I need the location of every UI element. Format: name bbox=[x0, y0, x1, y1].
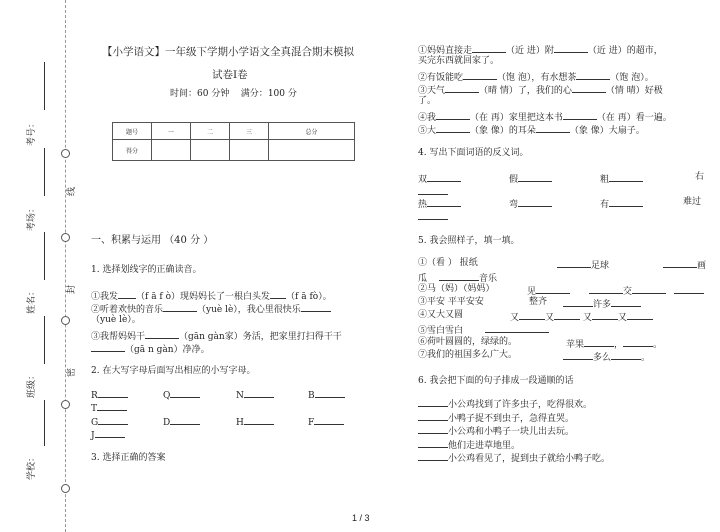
score-table-input[interactable] bbox=[269, 140, 355, 161]
page-number: 1 / 3 bbox=[352, 513, 370, 523]
q4-item: 弯 bbox=[509, 197, 552, 211]
q5-line7b: 苹果 ， 。 bbox=[566, 337, 662, 351]
q5-line2: 瓜 音乐 bbox=[418, 271, 497, 285]
q1-line1: ①我发 （f ā f ò）现妈妈长了一根白头发 （f ā fò）。 bbox=[91, 289, 332, 303]
binding-dashed-line bbox=[65, 0, 66, 532]
q5-blank[interactable]: 画 bbox=[663, 258, 706, 272]
q2-letter: G bbox=[91, 415, 128, 429]
exam-room-field[interactable] bbox=[44, 148, 45, 196]
q5-line4: ③平安 平平安安 bbox=[418, 297, 484, 307]
q2-letter: H bbox=[236, 415, 274, 429]
exam-subtitle: 试卷Ⅰ卷 bbox=[212, 69, 248, 81]
binding-seal-char: 封 bbox=[67, 284, 78, 295]
q6-item: 小公鸡看见了，捉到虫子就给小鸭子吃。 bbox=[418, 451, 610, 465]
q6-item: 小鸭子捉不到虫子，急得直哭。 bbox=[418, 411, 574, 425]
q4-item: 假 bbox=[509, 172, 552, 186]
score-table-cell: 得分 bbox=[113, 140, 152, 161]
binding-hole bbox=[61, 149, 70, 158]
score-table-input[interactable] bbox=[191, 140, 230, 161]
q1-line3: （yuè lè）。 bbox=[91, 315, 141, 325]
q5-line6: ⑤雪白雪白 bbox=[418, 323, 549, 337]
q1-line4: ③我帮妈妈干 （gān gàn家）务活，把家里打扫得干干 bbox=[91, 329, 342, 343]
rt-line5: 了。 bbox=[418, 96, 437, 106]
q2-letter: D bbox=[163, 415, 200, 429]
q5-line1b: 足球 bbox=[557, 258, 609, 272]
q5-line4c: 许多 bbox=[563, 297, 641, 311]
q6-title: 6. 我会把下面的句子排成一段通顺的话 bbox=[418, 376, 574, 386]
class-label: 班级： bbox=[27, 370, 38, 399]
section-1-title: 一、积累与运用 （40 分 ） bbox=[91, 235, 214, 246]
rt-line6: ④我 （在 再）家里把这本书 （在 再）看一遍。 bbox=[418, 110, 672, 124]
score-table-cell: 二 bbox=[191, 123, 230, 140]
q4-item: 粗 bbox=[600, 172, 643, 186]
binding-dense-char: 密 bbox=[67, 367, 78, 378]
q5-line3c: 交 bbox=[589, 284, 666, 298]
q1-line5: （gā n gàn）净净。 bbox=[91, 342, 210, 356]
student-id-field[interactable] bbox=[44, 62, 45, 110]
binding-hole bbox=[61, 233, 70, 242]
binding-hole bbox=[61, 400, 70, 409]
q5-line8: ⑦我们的祖国多么广大。 bbox=[418, 350, 518, 360]
name-label: 姓名： bbox=[27, 286, 38, 315]
q5-blank[interactable] bbox=[674, 284, 704, 298]
rt-line7: ⑤大 （象 像）的耳朵 （象 像）大扇子。 bbox=[418, 123, 645, 137]
q4-item: 双 bbox=[418, 172, 461, 186]
q2-letter: J bbox=[91, 428, 125, 442]
q6-item: 他们走进草地里。 bbox=[418, 438, 520, 452]
score-table-input[interactable] bbox=[230, 140, 269, 161]
rt-line1: ①妈妈直接走 （近 进）附 （近 进）的超市， bbox=[418, 43, 663, 57]
score-table-cell: 三 bbox=[230, 123, 269, 140]
q2-letter: F bbox=[308, 415, 344, 429]
q2-letter: T bbox=[91, 401, 127, 415]
q2-letter: Q bbox=[163, 388, 200, 402]
q5-line4b: 整齐 bbox=[529, 297, 548, 307]
q5-line3b: 见 bbox=[527, 284, 570, 298]
q4-blank[interactable] bbox=[418, 210, 448, 224]
q3-title: 3. 选择正确的答案 bbox=[91, 453, 166, 463]
q2-letter: B bbox=[308, 388, 345, 402]
school-field[interactable] bbox=[44, 400, 45, 446]
q4-title: 4. 写出下面词语的反义词。 bbox=[418, 148, 529, 158]
score-table bbox=[112, 122, 355, 161]
exam-title: 【小学语文】一年级下学期小学语文全真混合期末模拟 bbox=[102, 46, 354, 58]
q6-item: 小公鸡找到了许多虫子，吃得很欢。 bbox=[418, 397, 592, 411]
q6-item: 小公鸡和小鸭子一块儿出去玩。 bbox=[418, 424, 574, 438]
rt-line2: 买完东西就回家了。 bbox=[418, 56, 500, 66]
score-table-input[interactable] bbox=[152, 140, 191, 161]
rt-line3: ②有饭能吃 （饱 泡），有水想茶 （饱 泡）。 bbox=[418, 70, 654, 84]
q5-line1: ①（看 ） 报纸 bbox=[418, 258, 478, 268]
exam-info: 时间：60 分钟 满分：100 分 bbox=[170, 89, 297, 99]
binding-hole bbox=[61, 316, 70, 325]
name-field[interactable] bbox=[44, 232, 45, 280]
q2-letter: N bbox=[236, 388, 274, 402]
score-table-cell: 题号 bbox=[113, 123, 152, 140]
class-field[interactable] bbox=[44, 316, 45, 364]
score-table-cell: 总分 bbox=[269, 123, 355, 140]
binding-hole bbox=[61, 484, 70, 493]
school-label: 学校： bbox=[27, 452, 38, 481]
q2-title: 2. 在大写字母后面写出相应的小写字母。 bbox=[91, 366, 256, 376]
q2-letter: R bbox=[91, 388, 128, 402]
q5-line5: ④又大又圆 bbox=[418, 310, 464, 320]
q4-item: 有 bbox=[600, 197, 643, 211]
q4-item: 热 bbox=[418, 197, 461, 211]
q5-line5b: 又 又 又 又 bbox=[510, 310, 653, 324]
binding-line-char: 线 bbox=[67, 186, 78, 197]
q1-title: 1. 选择划线字的正确读音。 bbox=[91, 265, 202, 275]
exam-room-label: 考场： bbox=[27, 203, 38, 232]
rt-line4: ③天气 （晴 情）了，我们的心 （情 晴）好极 bbox=[418, 83, 663, 97]
q4-item: 右 bbox=[695, 172, 705, 182]
q5-line8b: 多么 。 bbox=[563, 350, 650, 364]
q5-title: 5. 我会照样子，填一填。 bbox=[418, 236, 520, 246]
q1-line2: ②听着欢快的音乐 （yuè lè），我心里很快乐 bbox=[91, 302, 331, 316]
score-table-cell: 一 bbox=[152, 123, 191, 140]
q5-line7: ⑥荷叶圆圆的，绿绿的。 bbox=[418, 337, 518, 347]
q5-line3: ②马（妈）（妈妈） bbox=[418, 284, 495, 294]
q4-item: 难过 bbox=[683, 197, 702, 207]
student-id-label: 考号： bbox=[27, 118, 38, 147]
